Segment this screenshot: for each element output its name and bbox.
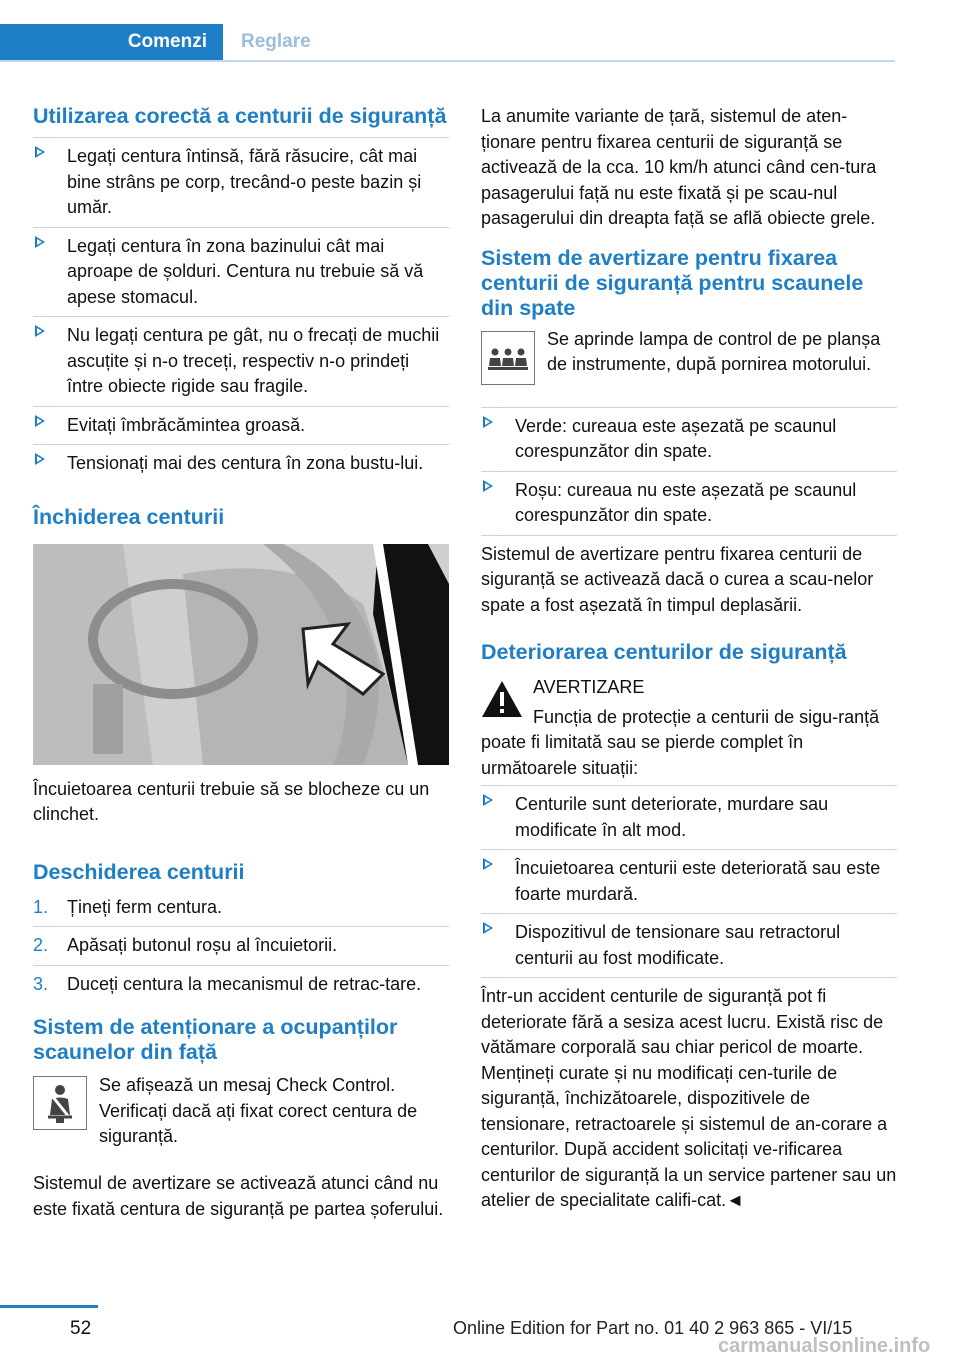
list-item: Centurile sunt deteriorate, murdare sau modificate în alt mod.	[481, 785, 897, 849]
left-column	[33, 104, 449, 1222]
rear-warning-para: Sistemul de avertizare pentru fixarea centurii de siguranță se activează dacă o curea a scau-nelor spate a fost așezată în timpul deplasării.	[481, 535, 897, 619]
rear-warning-list	[481, 407, 897, 535]
correct-use-list	[33, 137, 449, 483]
damage-warning-block	[481, 675, 897, 781]
right-column	[481, 104, 897, 1214]
list-item: Dispozitivul de tensionare sau retractorul centurii au fost modificate.	[481, 913, 897, 977]
front-warning-para: Sistemul de avertizare se activează atunci când nu este fixată centura de siguranță pe partea șoferului.	[33, 1173, 444, 1219]
list-item: Nu legați centura pe gât, nu o frecați de muchii ascuțite și n-o treceți, respectiv n-o prindeți între obiecte rigide sau fragile.	[33, 316, 449, 406]
bullet-triangle-icon	[35, 146, 45, 158]
rear-seats-occupants-icon	[481, 331, 535, 385]
footer-line	[0, 1305, 98, 1308]
opening-steps	[33, 889, 449, 1004]
bullet-triangle-icon	[35, 453, 45, 465]
damage-list	[481, 785, 897, 977]
tab-comenzi[interactable]: Comenzi	[0, 24, 223, 60]
tab-divider	[0, 60, 895, 62]
front-warning-text: Se afișează un mesaj Check Control. Verificați dacă ați fixat corect centura de siguranță.	[99, 1075, 418, 1146]
section-title-opening: Deschiderea centurii	[33, 859, 245, 884]
warning-text: Funcția de protecție a centurii de sigu-ranță poate fi limitată sau se pierde complet în următoarele situații:	[481, 706, 880, 778]
list-item: Roșu: cureaua nu este așezată pe scaunul corespunzător din spate.	[481, 471, 897, 535]
list-item: 2. Apăsați butonul roșu al încuietorii.	[33, 926, 449, 965]
section-title-correct-use: Utilizarea corectă a centurii de siguranță	[33, 104, 447, 128]
tab-bar	[0, 24, 895, 62]
list-item: Legați centura întinsă, fără răsucire, cât mai bine strâns pe corp, trecând-o peste bazin și umăr.	[33, 137, 449, 227]
seatbelt-warning-icon	[33, 1076, 87, 1130]
intro-paragraph: La anumite variante de țară, sistemul de aten-ționare pentru fixarea centurii de siguranță se activează de la cca. 10 km/h atunci când cen-tura pasagerului față nu este fixată și pe scau-nul pasagerului din dreapta față se află obiecte grele.	[481, 106, 877, 228]
bullet-triangle-icon	[483, 480, 493, 492]
list-item: Legați centura în zona bazinului cât mai aproape de șolduri. Centura nu trebuie să vă apese stomacul.	[33, 227, 449, 317]
warning-triangle-icon	[481, 679, 523, 721]
bullet-triangle-icon	[35, 325, 45, 337]
damage-para: Într-un accident centurile de siguranță pot fi deteriorate fără a sesiza acest lucru. Există risc de vătămare corporală sau chiar pericol de moarte. Mențineți curate și nu modificați cen-turile de siguranță, închizătoarele, dispozitivele de tensionare, retractoarele și sistemul de an-corare a centurilor. După accident solicitați ve-rificarea centurilor de siguranță la un service partener sau un atelier de specialitate califi-cat.◄	[481, 977, 897, 1214]
section-title-closing: Închiderea centurii	[33, 504, 225, 529]
list-item: Evitați îmbrăcămintea groasă.	[33, 406, 449, 445]
bullet-triangle-icon	[35, 236, 45, 248]
bullet-triangle-icon	[35, 415, 45, 427]
bullet-triangle-icon	[483, 922, 493, 934]
list-item: Încuietoarea centurii este deteriorată sau este foarte murdară.	[481, 849, 897, 913]
bullet-triangle-icon	[483, 858, 493, 870]
list-item: Verde: cureaua este așezată pe scaunul corespunzător din spate.	[481, 407, 897, 471]
bullet-triangle-icon	[483, 794, 493, 806]
tab-reglare[interactable]: Reglare	[223, 24, 895, 60]
section-title-rear-warning: Sistem de avertizare pentru fixarea centurii de siguranță pentru scaunele din spate	[481, 245, 864, 320]
seatbelt-buckle-photo	[33, 544, 449, 765]
section-title-front-warning: Sistem de atenționare a ocupanților scaunelor din față	[33, 1015, 398, 1064]
warning-label: AVERTIZARE	[533, 677, 645, 697]
list-item: 1. Țineți ferm centura.	[33, 896, 223, 917]
section-title-damage: Deteriorarea centurilor de siguranță	[481, 640, 847, 664]
page-number: 52	[70, 1318, 92, 1339]
front-warning-block	[33, 1073, 449, 1155]
rear-warning-text: Se aprinde lampa de control de pe planșa de instrumente, după pornirea motorului.	[547, 328, 881, 374]
list-item: 3. Duceți centura la mecanismul de retrac-tare.	[33, 965, 449, 1004]
closing-caption: Încuietoarea centurii trebuie să se blocheze cu un clinchet.	[33, 778, 430, 824]
watermark: carmanualsonline.info	[718, 1335, 931, 1357]
bullet-triangle-icon	[483, 416, 493, 428]
list-item: Tensionați mai des centura în zona bustu-lui.	[33, 444, 449, 483]
edition-info: Online Edition for Part no. 01 40 2 963 865 - VI/15	[453, 1318, 853, 1338]
rear-warning-block	[481, 327, 897, 403]
